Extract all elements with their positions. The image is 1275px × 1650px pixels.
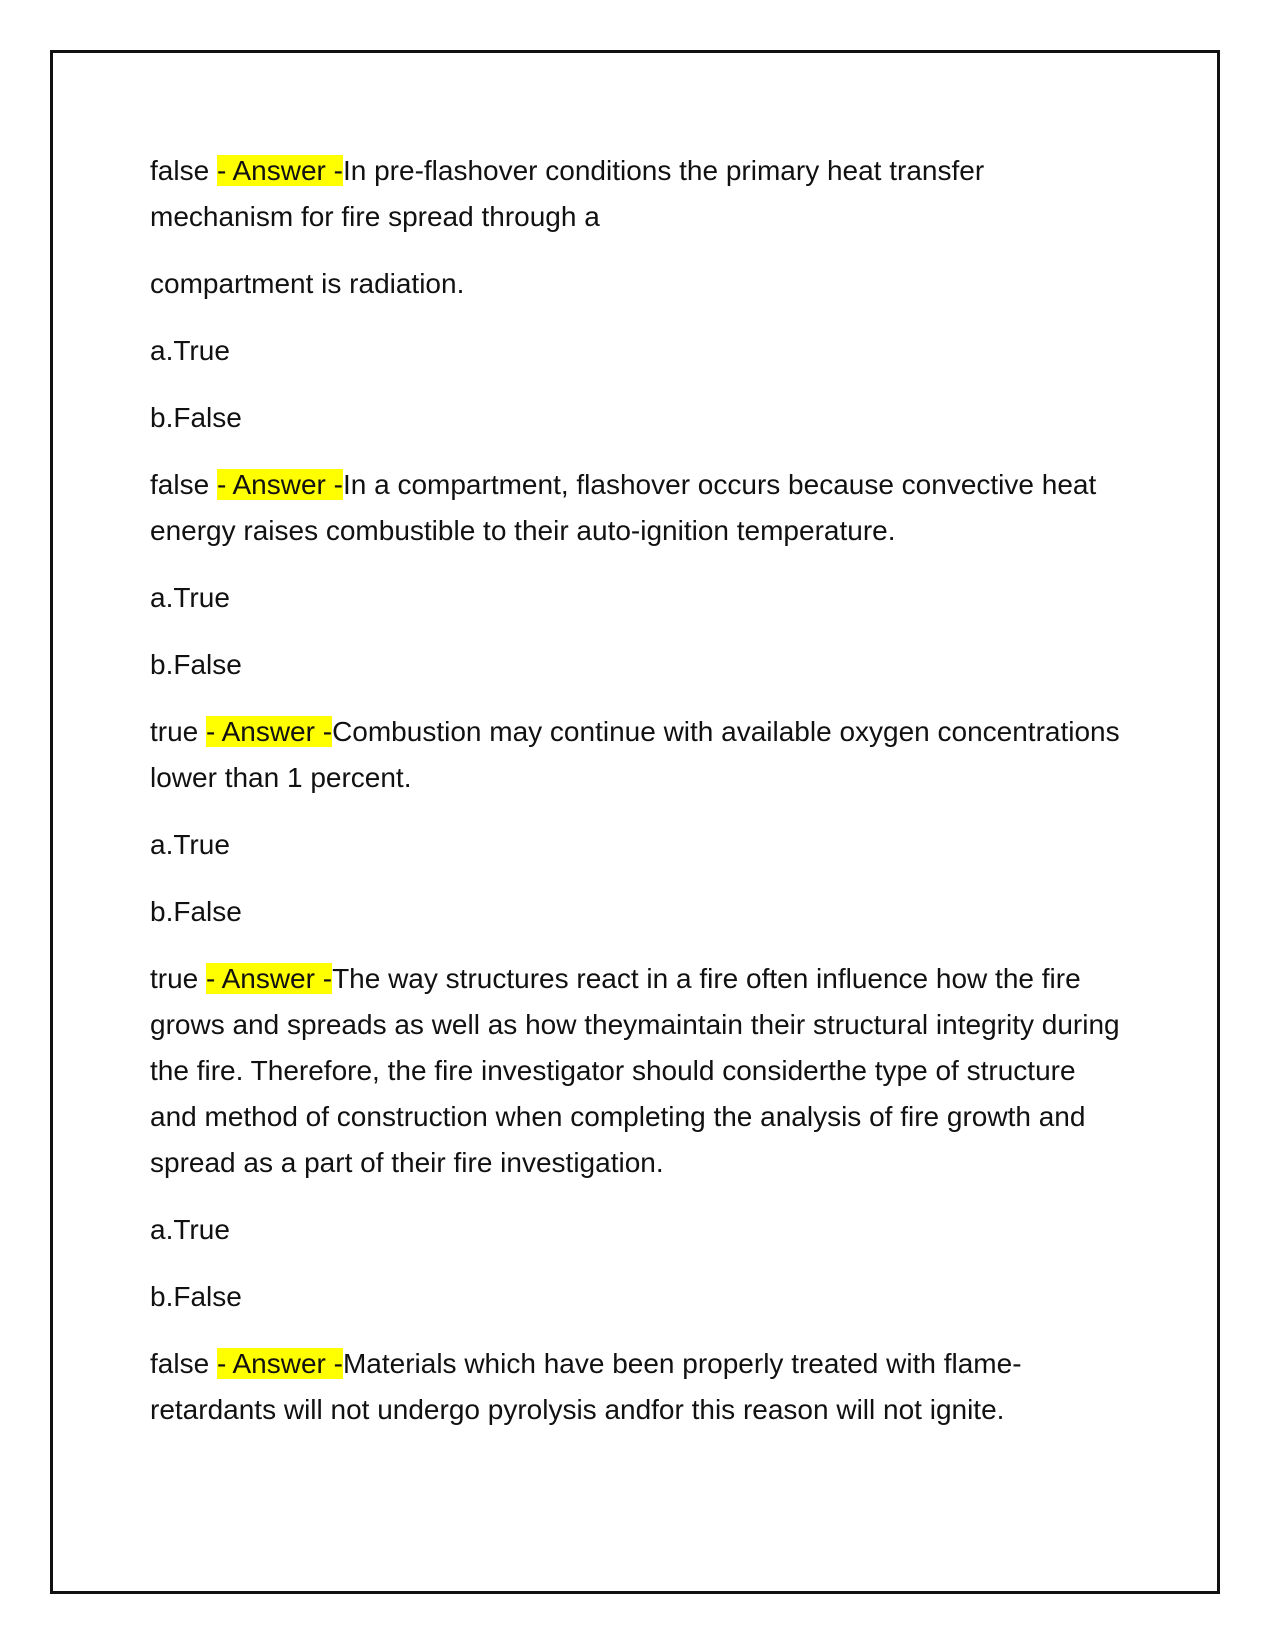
option-a: a.True xyxy=(150,582,230,613)
answer-label: - Answer - xyxy=(216,469,343,500)
answer-value: false xyxy=(150,1348,210,1379)
option-a: a.True xyxy=(150,335,230,366)
question-text: In a compartment, flashover occurs because convective heat energy raises combustible to their auto-ignition temperature. xyxy=(150,469,1097,546)
question-text: Materials which have been properly treated with flame-retardants will not undergo pyrolysis andfor this reason will not ignite. xyxy=(150,1348,1022,1425)
question-1 xyxy=(150,148,1130,240)
question-4 xyxy=(150,956,1130,1186)
answer-value: false xyxy=(150,155,210,186)
document-body xyxy=(150,148,1130,1454)
option-a: a.True xyxy=(150,1214,230,1245)
option-b: b.False xyxy=(150,1281,242,1312)
question-2 xyxy=(150,462,1130,554)
question-text: In pre-flashover conditions the primary heat transfer mechanism for fire spread through a xyxy=(150,155,985,232)
question-text: The way structures react in a fire often influence how the fire grows and spreads as well as how theymaintain their structural integrity during the fire. Therefore, the fire investigator should considerthe type of structure and method of construction when completing the analysis of fire growth and spread as a part of their fire investigation. xyxy=(150,963,1120,1178)
question-1-continued: compartment is radiation. xyxy=(150,268,465,299)
answer-value: true xyxy=(150,716,199,747)
question-5 xyxy=(150,1341,1130,1433)
answer-label: - Answer - xyxy=(216,1348,343,1379)
answer-label: - Answer - xyxy=(206,716,333,747)
option-a: a.True xyxy=(150,829,230,860)
option-b: b.False xyxy=(150,896,242,927)
question-text: Combustion may continue with available oxygen concentrations lower than 1 percent. xyxy=(150,716,1120,793)
option-b: b.False xyxy=(150,402,242,433)
answer-value: false xyxy=(150,469,210,500)
question-3 xyxy=(150,709,1130,801)
answer-value: true xyxy=(150,963,199,994)
answer-label: - Answer - xyxy=(216,155,343,186)
option-b: b.False xyxy=(150,649,242,680)
answer-label: - Answer - xyxy=(206,963,333,994)
